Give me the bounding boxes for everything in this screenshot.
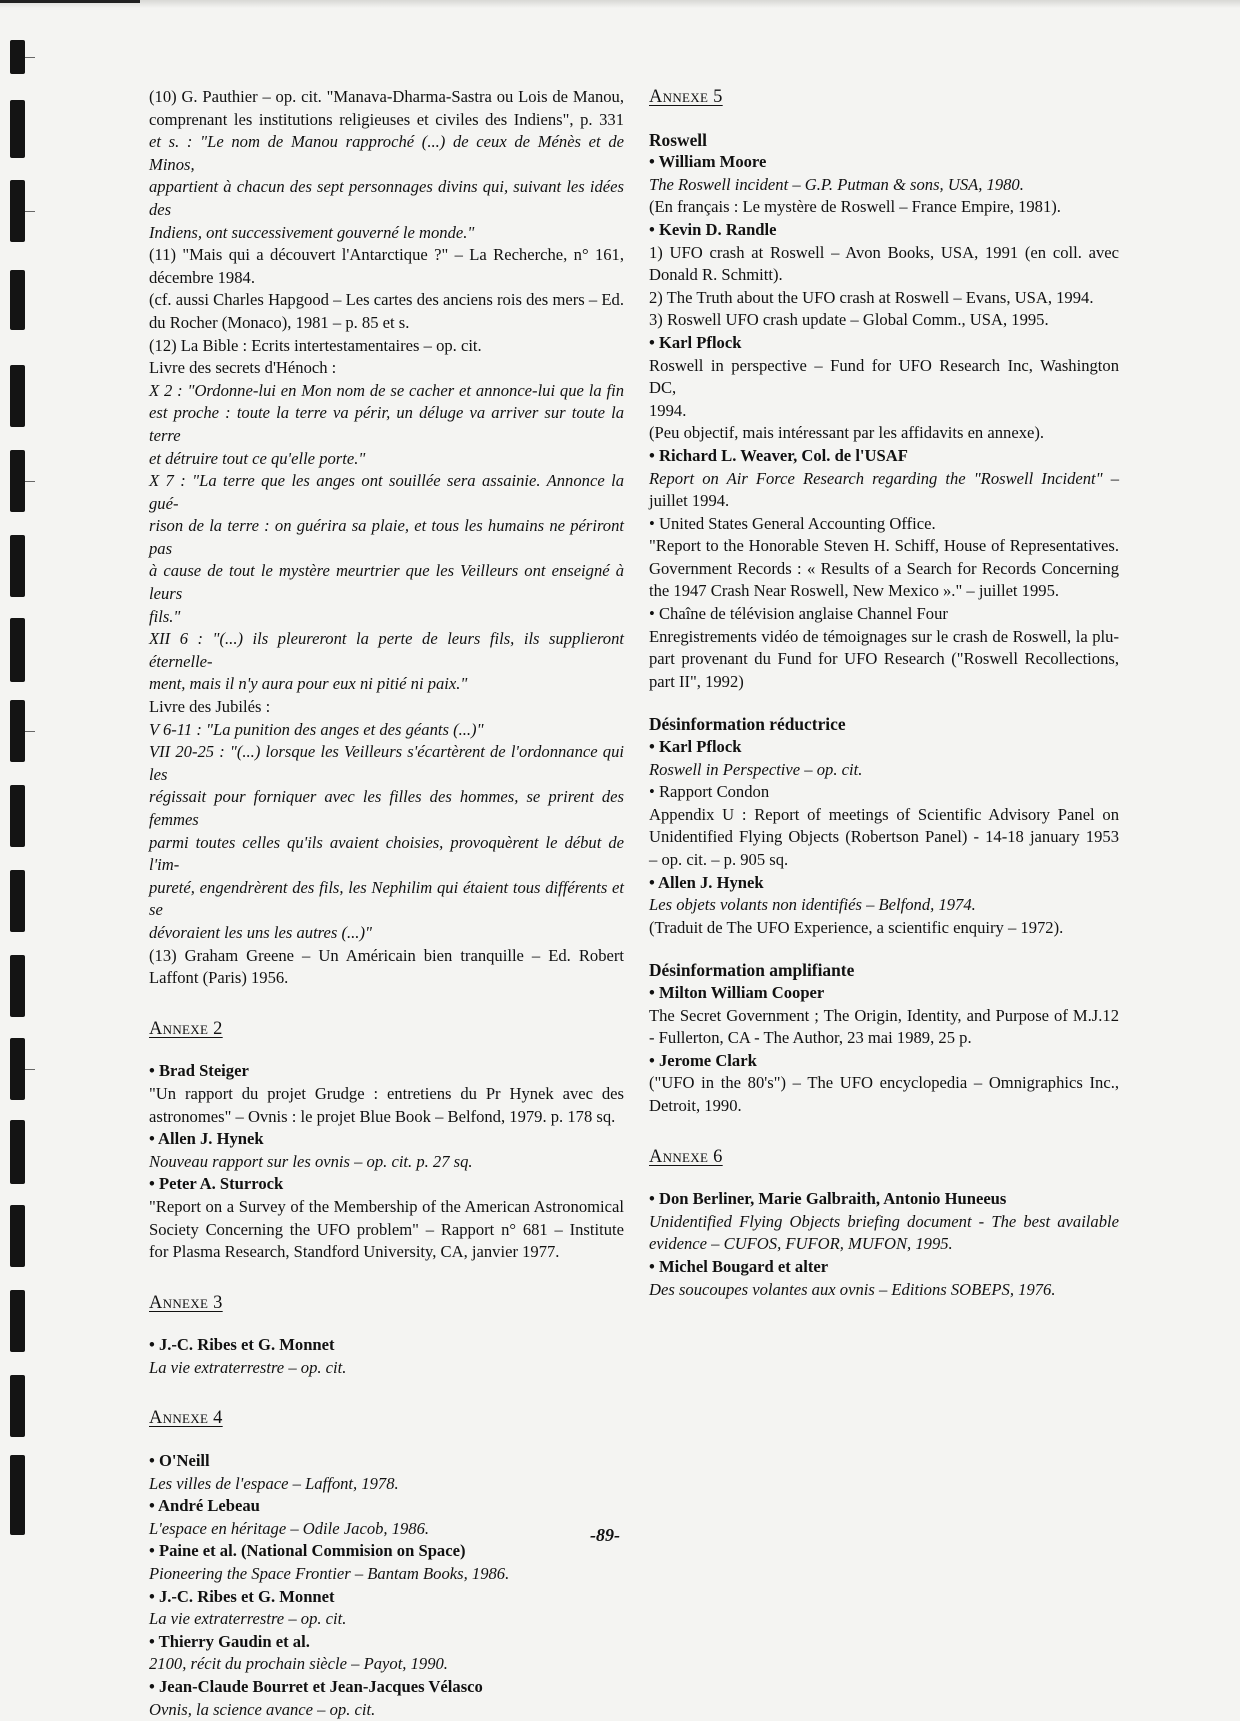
binding-ring [10, 1375, 25, 1437]
binding-ring [10, 450, 25, 512]
footnotes [149, 86, 624, 990]
text-line: - Fullerton, CA - The Author, 23 mai 1989, 25 p. [649, 1028, 972, 1048]
text-line: Government Records : « Results of a Search for Records Concerning [649, 558, 1119, 578]
text-line: • United States General Accounting Office. [649, 513, 936, 533]
binding-ring [10, 700, 25, 762]
binding-ring [10, 535, 25, 597]
text-line: est proche : toute la terre va périr, un déluge va arriver sur toute la terre [149, 403, 624, 445]
text-line: Indiens, ont successivement gouverné le monde." [149, 222, 475, 242]
text-line: Ovnis, la science avance – op. cit. [149, 1699, 376, 1719]
annexe-5-heading: Annexe 5 [649, 87, 723, 107]
text-line: Society Concerning the UFO problem" – Rapport n° 681 – Institute [149, 1219, 624, 1239]
text-line: • Rapport Condon [649, 782, 770, 802]
text-line: V 6-11 : "La punition des anges et des géants (...)" [149, 719, 484, 739]
annexe-6-heading: Annexe 6 [649, 1146, 723, 1167]
text-line: • Allen J. Hynek [649, 872, 764, 892]
annexe-6-references [649, 1188, 1119, 1301]
text-line: "Report to the Honorable Steven H. Schiff, House of Representatives. [649, 536, 1119, 556]
text-line: Livre des Jubilés : [149, 697, 271, 717]
text-line: 2) The Truth about the UFO crash at Roswell – Evans, USA, 1994. [649, 287, 1094, 307]
text-line: X 2 : "Ordonne-lui en Mon nom de se cacher et annonce-lui que la fin [149, 380, 624, 400]
reductrice-references [649, 736, 1119, 939]
text-line: Appendix U : Report of meetings of Scientific Advisory Panel on [649, 804, 1119, 824]
text-line: (11) "Mais qui a découvert l'Antarctique ?" – La Recherche, n° 161, [149, 245, 624, 265]
binding-ring [10, 785, 25, 847]
text-line: 2100, récit du prochain siècle – Payot, 1990. [149, 1654, 448, 1674]
text-line: – op. cit. – p. 905 sq. [649, 850, 789, 869]
roswell-references [649, 151, 1119, 693]
text-line: Roswell in Perspective – op. cit. [649, 759, 863, 779]
page-top-edge [0, 0, 140, 3]
text-line: La vie extraterrestre – op. cit. [149, 1357, 347, 1377]
text-line: astronomes" – Ovnis : le projet Blue Book – Belfond, 1979. p. 178 sq. [149, 1106, 616, 1126]
left-column [149, 86, 624, 1721]
text-line: comprenant les institutions religieuses et civiles des Indiens", p. 331 [149, 109, 624, 129]
text-line: evidence – CUFOS, FUFOR, MUFON, 1995. [649, 1234, 953, 1254]
text-line: Donald R. Schmitt). [649, 265, 783, 285]
binding-ring [10, 270, 25, 330]
text-line: The Roswell incident – G.P. Putman & sons, USA, 1980. [649, 174, 1024, 194]
text-line: part II", 1992) [649, 671, 744, 691]
text-line: parmi toutes celles qu'ils avaient choisies, provoquèrent le début de l'im- [149, 832, 624, 875]
text-line: Laffont (Paris) 1956. [149, 968, 289, 988]
text-line: The Secret Government ; The Origin, Identity, and Purpose of M.J.12 [649, 1005, 1119, 1025]
binding-ring [10, 1038, 25, 1100]
text-line: Detroit, 1990. [649, 1095, 742, 1115]
text-line: Unidentified Flying Objects briefing document - The best available [649, 1211, 1119, 1231]
annexe-2-heading: Annexe 2 [149, 1018, 223, 1039]
text-line: 1) UFO crash at Roswell – Avon Books, USA, 1991 (en coll. avec [649, 242, 1119, 262]
text-line: du Rocher (Monaco), 1981 – p. 85 et s. [149, 312, 410, 332]
text-line: 1994. [649, 400, 687, 420]
text-line: (cf. aussi Charles Hapgood – Les cartes des anciens rois des mers – Ed. [149, 290, 624, 310]
binding-ring [10, 1455, 25, 1535]
text-line: décembre 1984. [149, 267, 255, 287]
text-line: (Peu objectif, mais intéressant par les affidavits en annexe). [649, 423, 1045, 443]
text-line: • Karl Pflock [649, 737, 742, 757]
text-line: "Report on a Survey of the Membership of the American Astronomical [149, 1196, 624, 1216]
binding-ring [10, 1120, 25, 1184]
text-line: • Milton William Cooper [649, 982, 825, 1002]
annexe-4-references [149, 1450, 624, 1721]
annexe-2-references [149, 1060, 624, 1263]
text-line: (En français : Le mystère de Roswell – France Empire, 1981). [649, 197, 1061, 217]
text-line: fils." [149, 606, 181, 626]
text-line: • Richard L. Weaver, Col. de l'USAF [649, 445, 908, 465]
right-column [649, 86, 1119, 1301]
binding-ring [10, 1205, 25, 1267]
text-line: régissait pour forniquer avec les filles des hommes, se prirent des femmes [149, 787, 624, 829]
text-line: • J.-C. Ribes et G. Monnet [149, 1335, 335, 1355]
text-line: • O'Neill [149, 1451, 210, 1471]
text-line: the 1947 Crash Near Roswell, New Mexico »." – juillet 1995. [649, 581, 1060, 601]
text-line: • Thierry Gaudin et al. [149, 1631, 310, 1651]
text-line: (13) Graham Greene – Un Américain bien tranquille – Ed. Robert [149, 945, 624, 965]
text-line: 3) Roswell UFO crash update – Global Comm., USA, 1995. [649, 310, 1049, 330]
page-top-shadow [0, 0, 1240, 8]
text-line: • André Lebeau [149, 1496, 260, 1516]
text-line: • Karl Pflock [649, 332, 742, 352]
text-line: • Allen J. Hynek [149, 1129, 264, 1149]
binding-ring [10, 870, 25, 932]
text-line: dévoraient les uns les autres (...)" [149, 922, 372, 942]
text-line: appartient à chacun des sept personnages divins qui, suivant les idées des [149, 177, 624, 219]
text-line: (10) G. Pauthier – op. cit. "Manava-Dharma-Sastra ou Lois de Manou, [149, 87, 624, 106]
binding-ring [10, 40, 25, 74]
annexe-3-references [149, 1334, 624, 1379]
text-line: • Michel Bougard et alter [649, 1256, 829, 1276]
text-line: • Kevin D. Randle [649, 219, 777, 239]
text-line: Unidentified Flying Objects (Robertson Panel) - 14-18 january 1953 [649, 827, 1119, 847]
spiral-binding [4, 40, 54, 1580]
text-line: • Jerome Clark [649, 1050, 757, 1070]
text-line: Livre des secrets d'Hénoch : [149, 358, 337, 378]
annexe-4-heading: Annexe 4 [149, 1408, 223, 1429]
text-line: et détruire tout ce qu'elle porte." [149, 448, 366, 468]
text-line: VII 20-25 : "(...) lorsque les Veilleurs s'écartèrent de l'ordonnance qui les [149, 742, 624, 784]
section-title-reductrice: Désinformation réductrice [649, 714, 846, 735]
text-line: • Paine et al. (National Commision on Space) [149, 1541, 466, 1561]
text-line: X 7 : "La terre que les anges ont souillée sera assainie. Annonce la gué- [149, 471, 624, 513]
text-line: XII 6 : "(...) ils pleureront la perte de leurs fils, ils supplieront éternelle- [149, 629, 624, 671]
text-line: Les villes de l'espace – Laffont, 1978. [149, 1473, 399, 1493]
text-line: (Traduit de The UFO Experience, a scientific enquiry – 1972). [649, 917, 1064, 937]
text-line: for Plasma Research, Standford University, CA, janvier 1977. [149, 1242, 560, 1262]
binding-ring [10, 955, 25, 1017]
text-line: Nouveau rapport sur les ovnis – op. cit. p. 27 sq. [149, 1151, 473, 1171]
section-title-amplifiante: Désinformation amplifiante [649, 960, 855, 981]
binding-ring [10, 1290, 25, 1352]
text-line: • J.-C. Ribes et G. Monnet [149, 1586, 335, 1606]
section-title-roswell: Roswell [649, 129, 707, 150]
text-line: Pioneering the Space Frontier – Bantam Books, 1986. [149, 1564, 510, 1584]
binding-ring [10, 618, 25, 682]
text-line: Des soucoupes volantes aux ovnis – Editions SOBEPS, 1976. [649, 1279, 1056, 1299]
text-line: • Don Berliner, Marie Galbraith, Antonio Huneeus [649, 1189, 1007, 1209]
text-line: ment, mais il n'y aura pour eux ni pitié ni paix." [149, 674, 468, 694]
amplifiante-references [649, 982, 1119, 1118]
text-line: • Brad Steiger [149, 1061, 249, 1081]
text-line: (12) La Bible : Ecrits intertestamentaires – op. cit. [149, 335, 482, 355]
binding-ring [10, 365, 25, 427]
text-line: • Chaîne de télévision anglaise Channel Four [649, 604, 948, 624]
text-line: "Un rapport du projet Grudge : entretiens du Pr Hynek avec des [149, 1083, 624, 1103]
text-line: juillet 1994. [649, 491, 730, 511]
text-line: et s. : "Le nom de Manou rapproché (...) de ceux de Ménès et de Minos, [149, 132, 624, 174]
text-line: • William Moore [649, 152, 767, 172]
binding-ring [10, 180, 25, 242]
text-line: • Jean-Claude Bourret et Jean-Jacques Vélasco [149, 1677, 483, 1696]
annexe-3-heading: Annexe 3 [149, 1292, 223, 1313]
text-line: part provenant du Fund for UFO Research ("Roswell Recollections, [649, 649, 1119, 669]
text-line: Report on Air Force Research regarding the "Roswell Incident" – [649, 468, 1119, 488]
text-line: pureté, engendrèrent des fils, les Nephilim qui étaient tous différents et se [149, 877, 624, 920]
text-line: La vie extraterrestre – op. cit. [149, 1609, 347, 1629]
text-line: rison de la terre : on guérira sa plaie, et tous les humains ne périront pas [149, 516, 624, 558]
binding-ring [10, 100, 25, 158]
text-line: Les objets volants non identifiés – Belfond, 1974. [649, 895, 976, 915]
page-number: -89- [590, 1525, 620, 1545]
text-line: ("UFO in the 80's") – The UFO encyclopedia – Omnigraphics Inc., [649, 1073, 1119, 1093]
text-line: L'espace en héritage – Odile Jacob, 1986. [149, 1518, 430, 1538]
text-line: Enregistrements vidéo de témoignages sur le crash de Roswell, la plu- [649, 626, 1119, 646]
text-line: Roswell in perspective – Fund for UFO Research Inc, Washington DC, [649, 355, 1119, 398]
text-line: • Peter A. Sturrock [149, 1174, 284, 1194]
text-line: à cause de tout le mystère meurtrier que les Veilleurs ont enseigné à leurs [149, 561, 624, 604]
